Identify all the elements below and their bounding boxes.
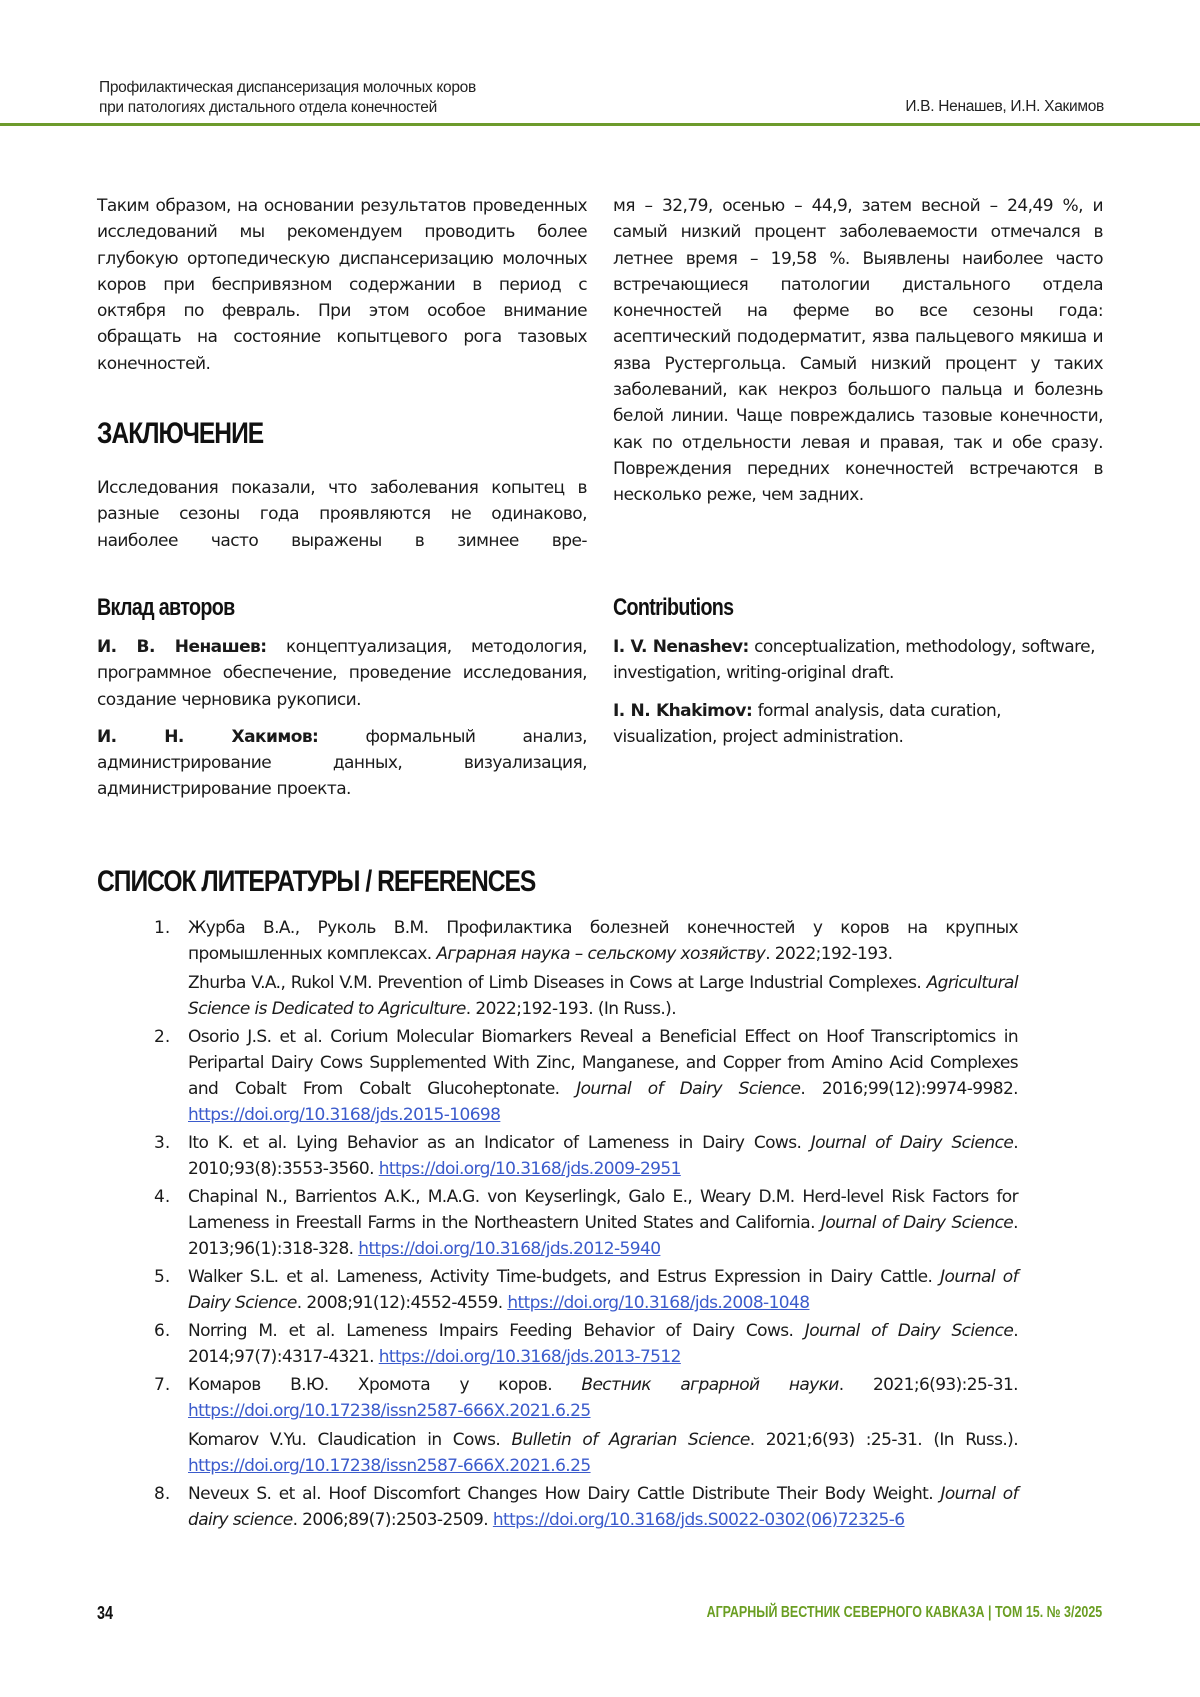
reference-text <box>188 915 1018 967</box>
reference-details: . 2021;6(93) :25-31. (In Russ.). <box>749 1430 1019 1450</box>
contributions-en-heading: Contributions <box>613 594 734 621</box>
reference-text <box>188 1372 1018 1424</box>
doi-link[interactable]: https://doi.org/10.3168/jds.2008-1048 <box>507 1293 810 1313</box>
contributor-name: I. N. Khakimov: <box>613 700 753 721</box>
contributions-ru <box>97 594 587 803</box>
reference-item <box>150 1024 1018 1128</box>
reference-translation <box>188 1427 1018 1479</box>
reference-details: . 2010;93(8):3553-3560. <box>188 1133 1018 1179</box>
references-heading: СПИСОК ЛИТЕРАТУРЫ / REFERENCES <box>97 865 536 898</box>
header-title-line-1: Профилактическая диспансеризация молочных коров <box>99 79 476 96</box>
contributor-name: I. V. Nenashev: <box>613 637 749 657</box>
reference-text <box>188 1184 1018 1262</box>
reference-text <box>188 1024 1018 1128</box>
reference-item <box>150 1184 1018 1262</box>
reference-authors-title: Комаров В.Ю. Хромота у коров. <box>188 1375 582 1395</box>
reference-authors-title: Osorio J.S. et al. Corium Molecular Biomarkers Reveal a Beneficial Effect on Hoof Transcriptomics in Peripartal Dairy Cows Supplemented With Zinc, Manganese, and Copper from Amino Acid Complexes and Cobalt From Cobalt Glucoheptonate. <box>188 1027 1018 1099</box>
left-column-top <box>97 193 587 554</box>
reference-number: 4. <box>154 1187 171 1207</box>
intro-paragraph: Таким образом, на основании результатов проведенных исследований мы рекомендуем проводить более глубокую ортопедическую диспансеризацию молочных коров при беспривязном содержании в период с октября по февраль. При этом особое внимание обращать на состояние копытцевого рога тазовых конечностей. <box>97 196 587 374</box>
reference-number: 7. <box>154 1375 171 1395</box>
contributor-roles: formal analysis, data curation, visualization, project administration. <box>613 700 1002 747</box>
reference-journal: Journal of Dairy Science <box>810 1133 1014 1153</box>
reference-journal: Вестник аграрной науки <box>581 1375 839 1395</box>
reference-authors-title: Журба В.А., Руколь В.М. Профилактика болезней конечностей у коров на крупных промышленных комплексах. <box>188 918 1018 964</box>
reference-number: 6. <box>154 1321 171 1341</box>
right-column-top <box>613 193 1103 509</box>
reference-text <box>188 1130 1018 1182</box>
header-article-title <box>99 78 476 118</box>
contribution-en-item <box>613 698 1103 751</box>
reference-details: . 2014;97(7):4317-4321. <box>188 1321 1018 1367</box>
reference-journal: Journal of Dairy Science <box>820 1213 1014 1233</box>
reference-item <box>150 1130 1018 1182</box>
reference-authors-title: Norring M. et al. Lameness Impairs Feeding Behavior of Dairy Cows. <box>188 1321 805 1341</box>
conclusion-paragraph-continued: мя – 32,79, осенью – 44,9, затем весной – 24,49 %, и самый низкий процент заболеваемости отмечался в летнее время – 19,58 %. Выявлены наиболее часто встречающиеся патологии дистального отдела конечностей на ферме во все сезоны года: асептический пододерматит, язва пальцевого мякиша и язва Рустергольца. Самый низкий процент у таких заболеваний, как некроз большого пальца и болезнь белой линии. Чаще повреждались тазовые конечности, как по отдельности левая и правая, так и обе сразу. Повреждения передних конечностей встречаются в несколько реже, чем задних. <box>613 196 1103 506</box>
reference-number: 3. <box>154 1133 171 1153</box>
header-authors: И.В. Ненашев, И.Н. Хакимов <box>905 98 1104 115</box>
reference-journal: Journal of Dairy Science <box>576 1079 801 1099</box>
reference-text <box>188 1264 1018 1316</box>
reference-details: . 2016;99(12):9974-9982. <box>800 1079 1018 1099</box>
references-list <box>150 915 1018 1535</box>
header-title-line-2: при патологиях дистального отдела конечностей <box>99 99 437 116</box>
contributor-name: И. В. Ненашев: <box>97 637 267 657</box>
reference-details: . 2022;192-193. (In Russ.). <box>465 999 677 1019</box>
footer-journal-name: АГРАРНЫЙ ВЕСТНИК СЕВЕРНОГО КАВКАЗА | ТОМ 15. № 3/2025 <box>706 1604 1102 1621</box>
reference-authors-title: Walker S.L. et al. Lameness, Activity Time-budgets, and Estrus Expression in Dairy Cattle. <box>188 1267 941 1287</box>
reference-journal: Journal of Dairy Science <box>804 1321 1014 1341</box>
contributor-roles: conceptualization, methodology, software, investigation, writing-original draft. <box>613 637 1095 684</box>
reference-item <box>150 1481 1018 1533</box>
reference-details: . 2006;89(7):2503-2509. <box>292 1510 493 1530</box>
reference-journal: Agricultural Science is Dedicated to Agriculture <box>188 973 1018 1019</box>
doi-link[interactable]: https://doi.org/10.3168/jds.2015-10698 <box>188 1105 501 1125</box>
page-number: 34 <box>97 1603 114 1623</box>
reference-journal: Аграрная наука – сельскому хозяйству <box>436 944 766 964</box>
reference-journal: Journal of dairy science <box>188 1484 1018 1530</box>
reference-number: 2. <box>154 1027 171 1047</box>
reference-details: . 2022;192-193. <box>765 944 893 964</box>
conclusion-heading: ЗАКЛЮЧЕНИЕ <box>97 417 264 451</box>
contribution-ru-item <box>97 634 587 713</box>
reference-details: . 2021;6(93):25-31. <box>838 1375 1018 1395</box>
reference-authors-title: Neveux S. et al. Hoof Discomfort Changes How Dairy Cattle Distribute Their Body Weight. <box>188 1484 941 1504</box>
header-divider <box>0 123 1200 126</box>
reference-authors-title: Komarov V.Yu. Claudication in Cows. <box>188 1430 512 1450</box>
reference-number: 5. <box>154 1267 171 1287</box>
contributor-name: И. Н. Хакимов: <box>97 726 319 747</box>
contribution-en-item <box>613 634 1103 687</box>
reference-details: . 2008;91(12):4552-4559. <box>296 1293 508 1313</box>
doi-link[interactable]: https://doi.org/10.3168/jds.2013-7512 <box>378 1347 681 1367</box>
contributor-roles: формальный анализ, администрирование данных, визуализация, администрирование проекта. <box>97 726 587 800</box>
contribution-ru-item <box>97 724 587 803</box>
reference-text <box>188 1481 1018 1533</box>
reference-journal: Journal of Dairy Science <box>188 1267 1018 1313</box>
doi-link[interactable]: https://doi.org/10.17238/issn2587-666X.2021.6.25 <box>188 1456 591 1476</box>
reference-item <box>150 1318 1018 1370</box>
reference-authors-title: Ito K. et al. Lying Behavior as an Indicator of Lameness in Dairy Cows. <box>188 1133 811 1153</box>
reference-details: . 2013;96(1):318-328. <box>188 1213 1018 1259</box>
reference-item <box>150 915 1018 1022</box>
conclusion-paragraph-start: Исследования показали, что заболевания копытец в разные сезоны года проявляются не одинаково, наиболее часто выражены в зимнее вре- <box>97 478 587 551</box>
doi-link[interactable]: https://doi.org/10.3168/jds.S0022-0302(06)72325-6 <box>492 1510 905 1530</box>
doi-link[interactable]: https://doi.org/10.3168/jds.2009-2951 <box>378 1159 681 1179</box>
contributor-roles: концептуализация, методология, программное обеспечение, проведение исследования, создание черновика рукописи. <box>97 637 588 710</box>
reference-number: 8. <box>154 1484 171 1504</box>
reference-journal: Bulletin of Agrarian Science <box>511 1430 750 1450</box>
reference-authors-title: Zhurba V.A., Rukol V.M. Prevention of Limb Diseases in Cows at Large Industrial Complexes. <box>188 973 927 993</box>
reference-translation <box>188 970 1018 1022</box>
reference-number: 1. <box>154 918 171 938</box>
reference-item <box>150 1372 1018 1479</box>
doi-link[interactable]: https://doi.org/10.17238/issn2587-666X.2021.6.25 <box>188 1401 591 1421</box>
reference-authors-title: Chapinal N., Barrientos A.K., M.A.G. von Keyserlingk, Galo E., Weary D.M. Herd-level Risk Factors for Lameness in Freestall Farms in the Northeastern United States and California. <box>188 1187 1018 1233</box>
contributions-ru-heading: Вклад авторов <box>97 594 235 621</box>
contributions-en <box>613 594 1103 750</box>
reference-item <box>150 1264 1018 1316</box>
reference-text <box>188 1318 1018 1370</box>
doi-link[interactable]: https://doi.org/10.3168/jds.2012-5940 <box>358 1239 661 1259</box>
